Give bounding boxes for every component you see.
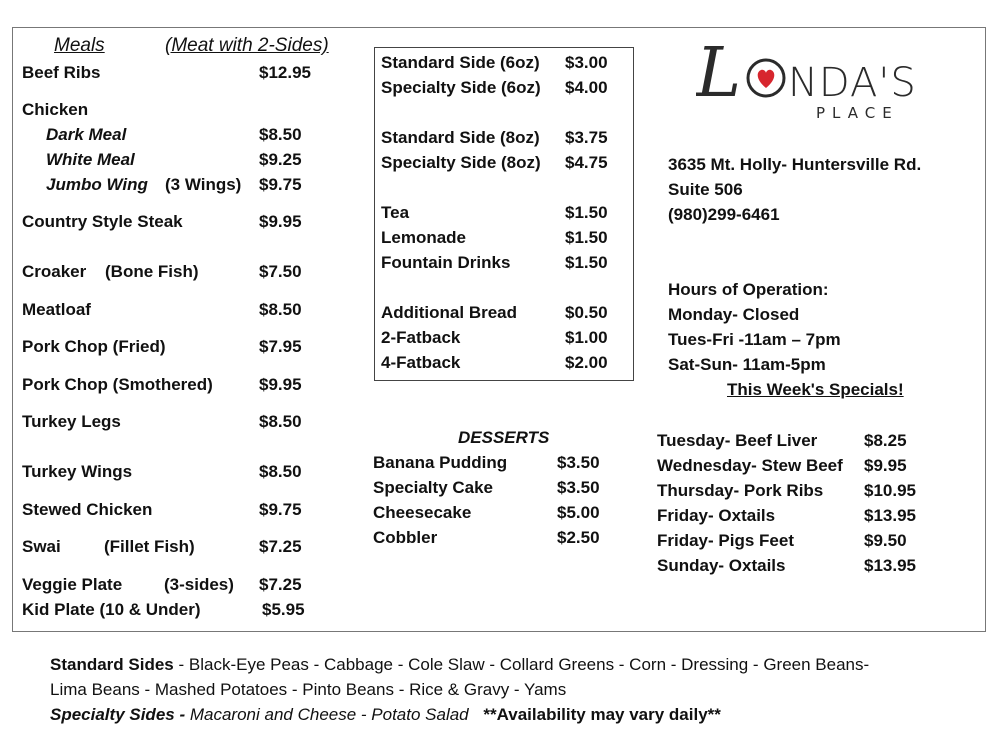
dessert-price: $3.50: [557, 478, 600, 497]
meal-note: (3 Wings): [165, 175, 242, 194]
meal-price: $7.95: [259, 337, 302, 356]
meal-name: Dark Meal: [46, 125, 127, 144]
meal-price: $12.95: [259, 63, 311, 82]
side-name: Specialty Side (6oz): [381, 78, 541, 97]
meal-name: Kid Plate (10 & Under): [22, 600, 201, 619]
meal-price: $8.50: [259, 412, 302, 431]
meal-price: $7.25: [259, 575, 302, 594]
special-name: Thursday- Pork Ribs: [657, 481, 824, 500]
special-price: $8.25: [864, 431, 907, 450]
hours-line: Sat-Sun- 11am-5pm: [668, 355, 826, 374]
drink-price: $1.50: [565, 253, 608, 272]
special-price: $13.95: [864, 556, 916, 575]
address-line2: Suite 506: [668, 180, 743, 199]
special-name: Tuesday- Beef Liver: [657, 431, 818, 450]
extra-name: 2-Fatback: [381, 328, 461, 347]
standard-sides-line: [50, 655, 869, 675]
meal-name: Croaker: [22, 262, 87, 281]
phone-number: (980)299-6461: [668, 205, 780, 224]
side-price: $3.75: [565, 128, 608, 147]
meal-note: (Fillet Fish): [104, 537, 195, 556]
meal-price: $8.50: [259, 125, 302, 144]
extra-name: 4-Fatback: [381, 353, 461, 372]
meal-name: Beef Ribs: [22, 63, 101, 82]
meal-name: Jumbo Wing: [46, 175, 148, 194]
meal-price: $8.50: [259, 300, 302, 319]
special-price: $9.95: [864, 456, 907, 475]
availability-note: **Availability may vary daily**: [483, 705, 721, 724]
special-price: $10.95: [864, 481, 916, 500]
meal-price: $9.95: [259, 212, 302, 231]
meal-name: Turkey Legs: [22, 412, 121, 431]
meal-price: $7.25: [259, 537, 302, 556]
drink-name: Fountain Drinks: [381, 253, 511, 272]
special-name: Wednesday- Stew Beef: [657, 456, 843, 475]
drink-name: Lemonade: [381, 228, 467, 247]
dessert-price: $2.50: [557, 528, 600, 547]
meals-subheading: (Meat with 2-Sides): [165, 35, 329, 56]
meal-note: (3-sides): [164, 575, 234, 594]
meal-price: $5.95: [262, 600, 305, 619]
extra-price: $1.00: [565, 328, 608, 347]
dessert-name: Cheesecake: [373, 503, 472, 522]
side-name: Standard Side (6oz): [381, 53, 540, 72]
extra-price: $2.00: [565, 353, 608, 372]
standard-sides-label: Standard Sides: [50, 655, 174, 674]
special-price: $9.50: [864, 531, 907, 550]
special-name: Friday- Pigs Feet: [657, 531, 794, 550]
drink-price: $1.50: [565, 228, 608, 247]
side-name: Specialty Side (8oz): [381, 153, 541, 172]
meal-price: $9.75: [259, 500, 302, 519]
standard-sides-list: - Black-Eye Peas - Cabbage - Cole Slaw - Collard Greens - Corn - Dressing - Green Beans-: [178, 655, 870, 674]
specialty-sides-line: [50, 705, 721, 725]
special-name: Sunday- Oxtails: [657, 556, 786, 575]
desserts-heading: DESSERTS: [458, 428, 550, 447]
extra-price: $0.50: [565, 303, 608, 322]
meal-price: $7.50: [259, 262, 302, 281]
specials-title: This Week's Specials!: [727, 380, 904, 399]
meal-name: White Meal: [46, 150, 135, 169]
specialty-sides-label: Specialty Sides -: [50, 705, 186, 724]
meal-name: Pork Chop (Fried): [22, 337, 166, 356]
londas-place-logo: [696, 44, 956, 126]
drink-name: Tea: [381, 203, 410, 222]
side-name: Standard Side (8oz): [381, 128, 540, 147]
dessert-name: Cobbler: [373, 528, 438, 547]
meal-price: $8.50: [259, 462, 302, 481]
meal-name: Pork Chop (Smothered): [22, 375, 213, 394]
meal-name: Meatloaf: [22, 300, 91, 319]
dessert-name: Banana Pudding: [373, 453, 508, 472]
meal-name: Swai: [22, 537, 61, 556]
drink-price: $1.50: [565, 203, 608, 222]
meal-price: $9.75: [259, 175, 302, 194]
meal-name: Stewed Chicken: [22, 500, 153, 519]
hours-line: Monday- Closed: [668, 305, 800, 324]
meal-price: $9.95: [259, 375, 302, 394]
address-line1: 3635 Mt. Holly- Huntersville Rd.: [668, 155, 922, 174]
side-price: $3.00: [565, 53, 608, 72]
dessert-price: $5.00: [557, 503, 600, 522]
standard-sides-list-cont: Lima Beans - Mashed Potatoes - Pinto Beans - Rice & Gravy - Yams: [50, 680, 567, 699]
dessert-name: Specialty Cake: [373, 478, 494, 497]
logo-name-text: NDA'S: [788, 60, 917, 106]
extra-name: Additional Bread: [381, 303, 518, 322]
meal-name: Veggie Plate: [22, 575, 123, 594]
meal-name: Country Style Steak: [22, 212, 183, 231]
side-price: $4.00: [565, 78, 608, 97]
meal-name: Chicken: [22, 100, 89, 119]
heart-icon: [758, 70, 775, 88]
meals-heading: Meals: [54, 35, 105, 56]
logo-place-text: PLACE: [816, 104, 899, 122]
logo-svg: [696, 44, 956, 126]
meal-price: $9.25: [259, 150, 302, 169]
side-price: $4.75: [565, 153, 608, 172]
hours-line: Tues-Fri -11am – 7pm: [668, 330, 841, 349]
logo-letter-l: L: [696, 44, 742, 113]
hours-title: Hours of Operation:: [668, 280, 829, 299]
special-name: Friday- Oxtails: [657, 506, 776, 525]
meal-note: (Bone Fish): [105, 262, 199, 281]
special-price: $13.95: [864, 506, 916, 525]
meal-name: Turkey Wings: [22, 462, 133, 481]
specialty-sides-list: Macaroni and Cheese - Potato Salad: [189, 705, 469, 724]
dessert-price: $3.50: [557, 453, 600, 472]
